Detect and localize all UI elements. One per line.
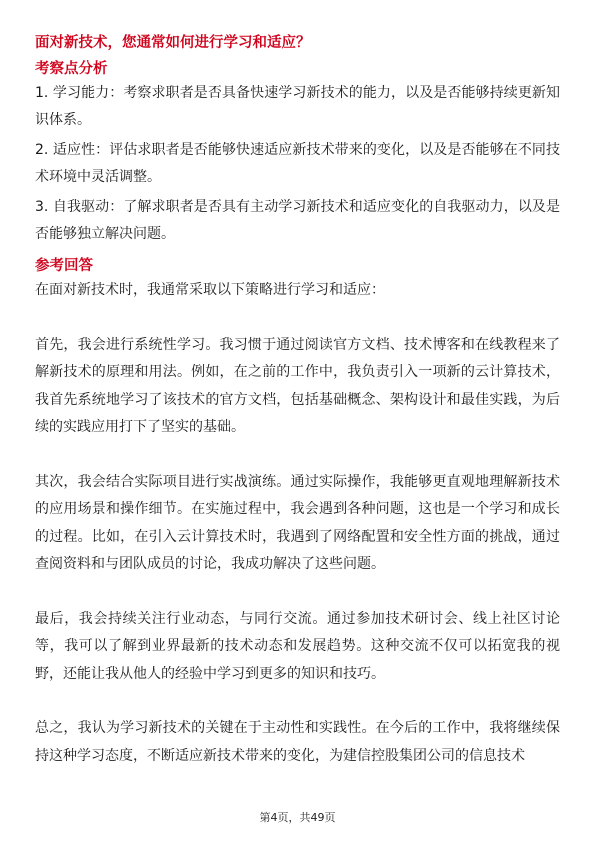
page-number-footer: 第4页，共49页	[259, 811, 336, 824]
document-page	[35, 32, 560, 770]
analysis-list	[35, 80, 560, 248]
answer-section-title: 参考回答	[35, 258, 93, 274]
answer-paragraph-last: 最后，我会持续关注行业动态，与同行交流。通过参加技术研讨会、线上社区讨论等，我可以了解到业界最新的技术动态和发展趋势。这种交流不仅可以拓宽我的视野，还能让我从他人的经验中学习到更多的知识和技巧。	[35, 610, 560, 682]
question-heading: 面对新技术，您通常如何进行学习和适应？	[35, 35, 311, 51]
analysis-section-title: 考察点分析	[35, 61, 108, 77]
answer-intro: 在面对新技术时，我通常采取以下策略进行学习和适应：	[35, 282, 385, 298]
answer-paragraph-first: 首先，我会进行系统性学习。我习惯于通过阅读官方文档、技术博客和在线教程来了解新技术的原理和用法。例如，在之前的工作中，我负责引入一项新的云计算技术，我首先系统地学习了该技术的官方文档，包括基础概念、架构设计和最佳实践，为后续的实践应用打下了坚实的基础。	[35, 336, 560, 435]
answer-section	[35, 255, 560, 770]
analysis-item-self-drive: 3. 自我驱动：了解求职者是否具有主动学习新技术和适应变化的自我驱动力，以及是否能够独立解决问题。	[35, 199, 560, 242]
answer-paragraph-summary: 总之，我认为学习新技术的关键在于主动性和实践性。在今后的工作中，我将继续保持这种学习态度，不断适应新技术带来的变化，为建信控股集团公司的信息技术	[35, 720, 560, 764]
answer-paragraph-second: 其次，我会结合实际项目进行实战演练。通过实际操作，我能够更直观地理解新技术的应用场景和操作细节。在实施过程中，我会遇到各种问题，这也是一个学习和成长的过程。比如，在引入云计算技术时，我遇到了网络配置和安全性方面的挑战，通过查阅资料和与团队成员的讨论，我成功解决了这些问题。	[35, 473, 560, 572]
analysis-item-adaptability: 2. 适应性：评估求职者是否能够快速适应新技术带来的变化，以及是否能够在不同技术环境中灵活调整。	[35, 142, 560, 185]
analysis-item-learning-ability: 1. 学习能力：考察求职者是否具备快速学习新技术的能力，以及是否能够持续更新知识体系。	[35, 85, 560, 128]
